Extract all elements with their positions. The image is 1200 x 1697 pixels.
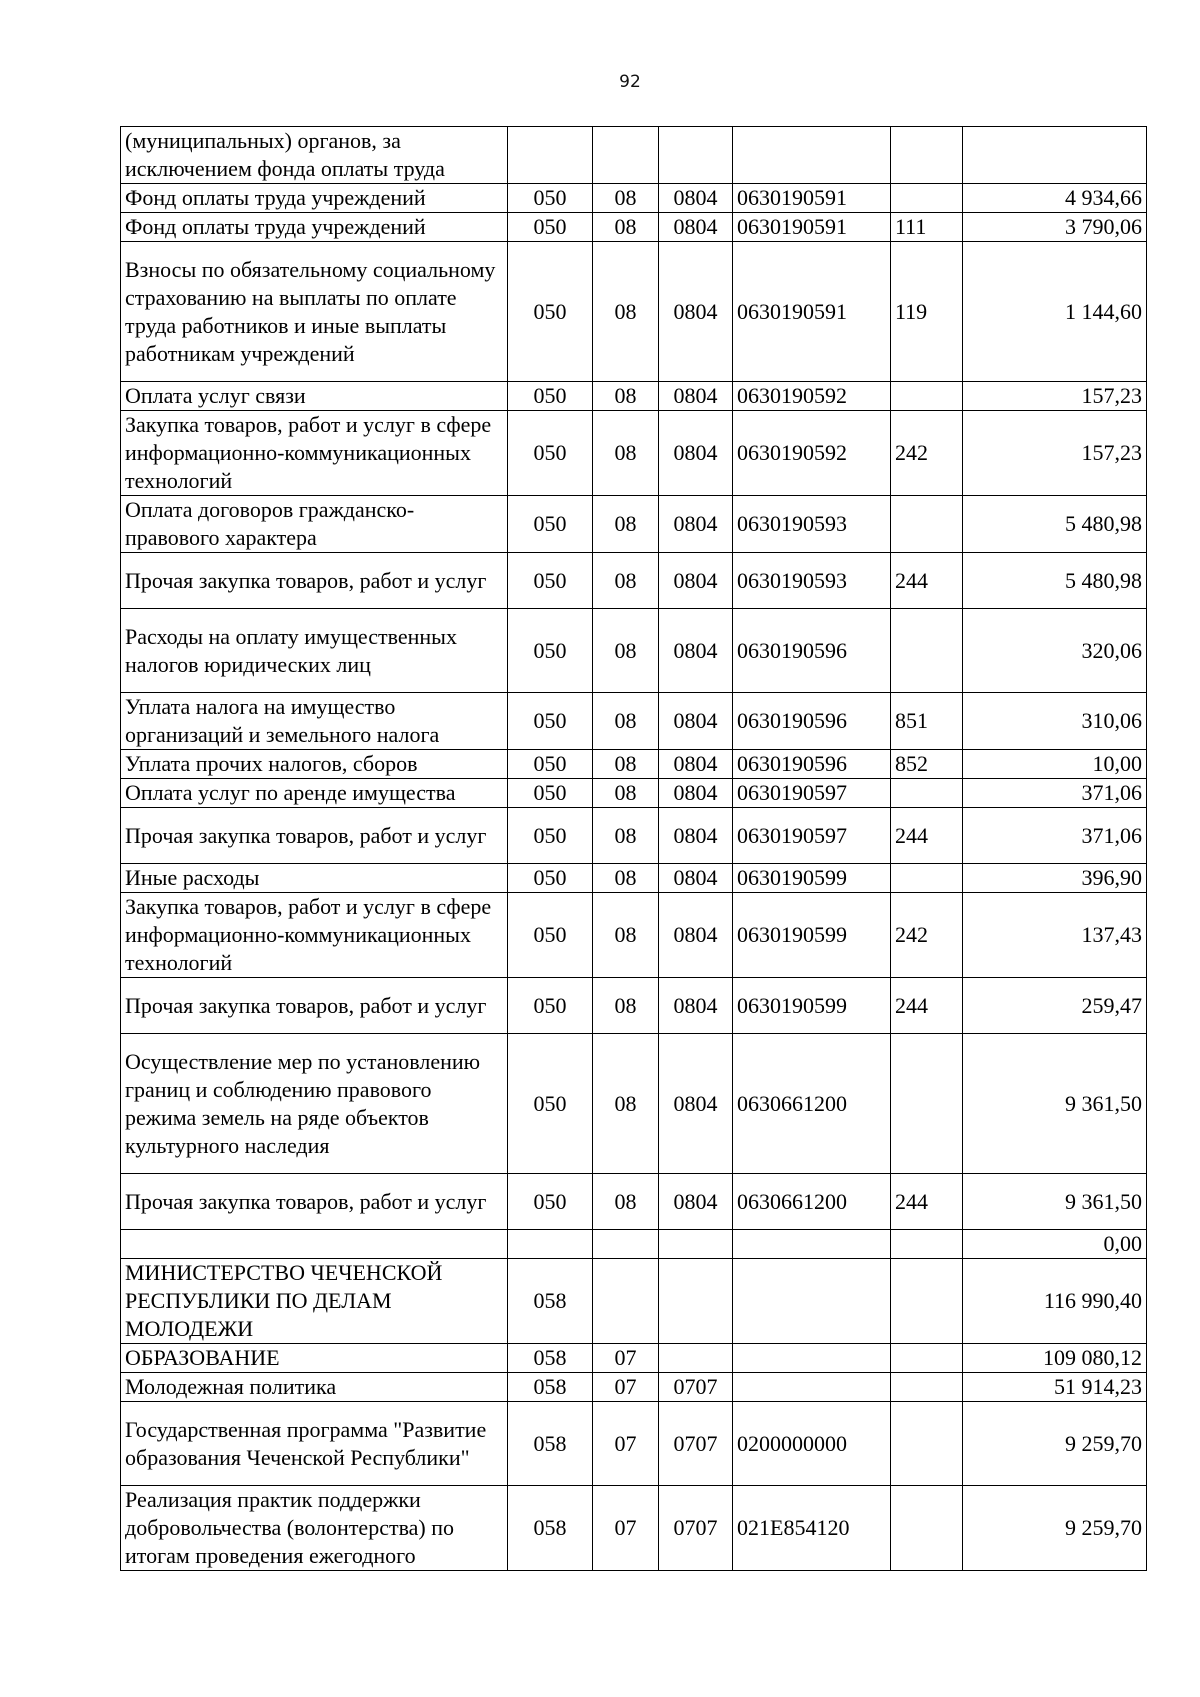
- ved-code-cell: [508, 1230, 593, 1259]
- vr-code-cell: 851: [891, 693, 963, 750]
- amount-cell: 3 790,06: [963, 213, 1147, 242]
- table-row: [121, 808, 1147, 864]
- amount-cell: 4 934,66: [963, 184, 1147, 213]
- csr-code-cell: [733, 1373, 891, 1402]
- vr-code-cell: [891, 496, 963, 553]
- ved-code-cell: 050: [508, 893, 593, 978]
- csr-code-cell: 0630190597: [733, 779, 891, 808]
- vr-code-cell: 244: [891, 978, 963, 1034]
- amount-cell: 396,90: [963, 864, 1147, 893]
- table-row: [121, 1230, 1147, 1259]
- csr-code-cell: 0630190591: [733, 213, 891, 242]
- pr-code-cell: 0804: [659, 213, 733, 242]
- pr-code-cell: 0804: [659, 411, 733, 496]
- rz-code-cell: 08: [593, 864, 659, 893]
- vr-code-cell: [891, 1402, 963, 1486]
- ved-code-cell: 050: [508, 978, 593, 1034]
- rz-code-cell: 08: [593, 779, 659, 808]
- ved-code-cell: 058: [508, 1373, 593, 1402]
- table-body: [121, 127, 1147, 1571]
- ved-code-cell: 050: [508, 750, 593, 779]
- pr-code-cell: 0804: [659, 893, 733, 978]
- amount-cell: 9 361,50: [963, 1034, 1147, 1174]
- table-row: [121, 242, 1147, 382]
- ved-code-cell: 050: [508, 411, 593, 496]
- vr-code-cell: [891, 382, 963, 411]
- ved-code-cell: [508, 127, 593, 184]
- ved-code-cell: 050: [508, 1034, 593, 1174]
- ved-code-cell: 050: [508, 184, 593, 213]
- vr-code-cell: [891, 1259, 963, 1344]
- vr-code-cell: 119: [891, 242, 963, 382]
- csr-code-cell: 0630190599: [733, 864, 891, 893]
- table-row: [121, 496, 1147, 553]
- table-row: [121, 382, 1147, 411]
- rz-code-cell: 08: [593, 609, 659, 693]
- ved-code-cell: 050: [508, 864, 593, 893]
- amount-cell: 320,06: [963, 609, 1147, 693]
- ved-code-cell: 050: [508, 242, 593, 382]
- row-name-cell: Прочая закупка товаров, работ и услуг: [121, 1174, 508, 1230]
- amount-cell: 157,23: [963, 411, 1147, 496]
- table-row: [121, 1344, 1147, 1373]
- table-row: [121, 893, 1147, 978]
- rz-code-cell: 08: [593, 242, 659, 382]
- pr-code-cell: 0707: [659, 1486, 733, 1571]
- table-row: [121, 184, 1147, 213]
- ved-code-cell: 050: [508, 609, 593, 693]
- ved-code-cell: 050: [508, 213, 593, 242]
- table-row: [121, 1486, 1147, 1571]
- pr-code-cell: [659, 1230, 733, 1259]
- rz-code-cell: 08: [593, 496, 659, 553]
- row-name-cell: Фонд оплаты труда учреждений: [121, 213, 508, 242]
- row-name-cell: Расходы на оплату имущественных налогов юридических лиц: [121, 609, 508, 693]
- row-name-cell: Взносы по обязательному социальному страхованию на выплаты по оплате труда работников и иные выплаты работникам учреждений: [121, 242, 508, 382]
- csr-code-cell: 0630190591: [733, 184, 891, 213]
- table-row: [121, 779, 1147, 808]
- table-row: [121, 864, 1147, 893]
- pr-code-cell: [659, 1259, 733, 1344]
- table-row: [121, 693, 1147, 750]
- table-row: [121, 411, 1147, 496]
- row-name-cell: Закупка товаров, работ и услуг в сфере информационно-коммуникационных технологий: [121, 411, 508, 496]
- amount-cell: 0,00: [963, 1230, 1147, 1259]
- row-name-cell: Государственная программа "Развитие образования Чеченской Республики": [121, 1402, 508, 1486]
- rz-code-cell: [593, 1230, 659, 1259]
- ved-code-cell: 058: [508, 1402, 593, 1486]
- amount-cell: 9 361,50: [963, 1174, 1147, 1230]
- amount-cell: 259,47: [963, 978, 1147, 1034]
- table-row: [121, 1373, 1147, 1402]
- vr-code-cell: [891, 1344, 963, 1373]
- vr-code-cell: 242: [891, 411, 963, 496]
- csr-code-cell: 0630190592: [733, 411, 891, 496]
- ved-code-cell: 050: [508, 779, 593, 808]
- table-row: [121, 750, 1147, 779]
- ved-code-cell: 050: [508, 693, 593, 750]
- pr-code-cell: 0804: [659, 693, 733, 750]
- rz-code-cell: [593, 127, 659, 184]
- amount-cell: 10,00: [963, 750, 1147, 779]
- ved-code-cell: 050: [508, 808, 593, 864]
- table-row: [121, 213, 1147, 242]
- csr-code-cell: [733, 127, 891, 184]
- vr-code-cell: [891, 864, 963, 893]
- rz-code-cell: 08: [593, 893, 659, 978]
- amount-cell: 137,43: [963, 893, 1147, 978]
- csr-code-cell: 0630190599: [733, 978, 891, 1034]
- rz-code-cell: 07: [593, 1344, 659, 1373]
- row-name-cell: Иные расходы: [121, 864, 508, 893]
- vr-code-cell: [891, 184, 963, 213]
- table-row: [121, 1034, 1147, 1174]
- row-name-cell: Оплата договоров гражданско-правового характера: [121, 496, 508, 553]
- row-name-cell: Прочая закупка товаров, работ и услуг: [121, 978, 508, 1034]
- amount-cell: 116 990,40: [963, 1259, 1147, 1344]
- csr-code-cell: 0630190596: [733, 693, 891, 750]
- pr-code-cell: 0804: [659, 382, 733, 411]
- page-number: 92: [619, 72, 641, 92]
- row-name-cell: Оплата услуг по аренде имущества: [121, 779, 508, 808]
- pr-code-cell: 0804: [659, 184, 733, 213]
- vr-code-cell: [891, 609, 963, 693]
- row-name-cell: Прочая закупка товаров, работ и услуг: [121, 553, 508, 609]
- rz-code-cell: 07: [593, 1486, 659, 1571]
- row-name-cell: Молодежная политика: [121, 1373, 508, 1402]
- budget-table: [120, 126, 1147, 1571]
- rz-code-cell: [593, 1259, 659, 1344]
- row-name-cell: Уплата налога на имущество организаций и земельного налога: [121, 693, 508, 750]
- ved-code-cell: 058: [508, 1486, 593, 1571]
- row-name-cell: Уплата прочих налогов, сборов: [121, 750, 508, 779]
- csr-code-cell: 0630190591: [733, 242, 891, 382]
- rz-code-cell: 08: [593, 184, 659, 213]
- rz-code-cell: 08: [593, 693, 659, 750]
- ved-code-cell: 058: [508, 1259, 593, 1344]
- vr-code-cell: 111: [891, 213, 963, 242]
- csr-code-cell: 0630190593: [733, 553, 891, 609]
- row-name-cell: Реализация практик поддержки добровольчества (волонтерства) по итогам проведения ежегодного: [121, 1486, 508, 1571]
- csr-code-cell: 0630190596: [733, 750, 891, 779]
- csr-code-cell: 0630190592: [733, 382, 891, 411]
- vr-code-cell: [891, 1373, 963, 1402]
- vr-code-cell: [891, 1034, 963, 1174]
- amount-cell: 5 480,98: [963, 553, 1147, 609]
- pr-code-cell: 0804: [659, 978, 733, 1034]
- pr-code-cell: 0804: [659, 242, 733, 382]
- rz-code-cell: 08: [593, 978, 659, 1034]
- amount-cell: 371,06: [963, 808, 1147, 864]
- row-name-cell: Закупка товаров, работ и услуг в сфере информационно-коммуникационных технологий: [121, 893, 508, 978]
- csr-code-cell: [733, 1344, 891, 1373]
- amount-cell: 157,23: [963, 382, 1147, 411]
- pr-code-cell: 0804: [659, 808, 733, 864]
- vr-code-cell: [891, 779, 963, 808]
- rz-code-cell: 08: [593, 750, 659, 779]
- pr-code-cell: 0707: [659, 1402, 733, 1486]
- table-row: [121, 978, 1147, 1034]
- rz-code-cell: 08: [593, 382, 659, 411]
- vr-code-cell: [891, 127, 963, 184]
- amount-cell: [963, 127, 1147, 184]
- csr-code-cell: 0630190599: [733, 893, 891, 978]
- ved-code-cell: 058: [508, 1344, 593, 1373]
- pr-code-cell: 0804: [659, 1174, 733, 1230]
- amount-cell: 9 259,70: [963, 1402, 1147, 1486]
- row-name-cell: [121, 1230, 508, 1259]
- csr-code-cell: 0630190596: [733, 609, 891, 693]
- row-name-cell: Оплата услуг связи: [121, 382, 508, 411]
- pr-code-cell: 0804: [659, 496, 733, 553]
- pr-code-cell: 0804: [659, 750, 733, 779]
- vr-code-cell: 244: [891, 808, 963, 864]
- pr-code-cell: 0804: [659, 1034, 733, 1174]
- rz-code-cell: 08: [593, 1174, 659, 1230]
- amount-cell: 1 144,60: [963, 242, 1147, 382]
- amount-cell: 109 080,12: [963, 1344, 1147, 1373]
- vr-code-cell: 242: [891, 893, 963, 978]
- amount-cell: 9 259,70: [963, 1486, 1147, 1571]
- rz-code-cell: 08: [593, 213, 659, 242]
- row-name-cell: Фонд оплаты труда учреждений: [121, 184, 508, 213]
- pr-code-cell: [659, 1344, 733, 1373]
- csr-code-cell: 0630661200: [733, 1034, 891, 1174]
- pr-code-cell: 0804: [659, 779, 733, 808]
- pr-code-cell: 0804: [659, 553, 733, 609]
- pr-code-cell: [659, 127, 733, 184]
- table-row: [121, 609, 1147, 693]
- csr-code-cell: 0630190593: [733, 496, 891, 553]
- rz-code-cell: 08: [593, 553, 659, 609]
- table-row: [121, 1402, 1147, 1486]
- row-name-cell: ОБРАЗОВАНИЕ: [121, 1344, 508, 1373]
- row-name-cell: МИНИСТЕРСТВО ЧЕЧЕНСКОЙ РЕСПУБЛИКИ ПО ДЕЛАМ МОЛОДЕЖИ: [121, 1259, 508, 1344]
- rz-code-cell: 08: [593, 1034, 659, 1174]
- table-row: [121, 553, 1147, 609]
- csr-code-cell: 021E854120: [733, 1486, 891, 1571]
- vr-code-cell: [891, 1486, 963, 1571]
- ved-code-cell: 050: [508, 496, 593, 553]
- vr-code-cell: [891, 1230, 963, 1259]
- csr-code-cell: [733, 1259, 891, 1344]
- rz-code-cell: 07: [593, 1373, 659, 1402]
- csr-code-cell: [733, 1230, 891, 1259]
- ved-code-cell: 050: [508, 553, 593, 609]
- amount-cell: 5 480,98: [963, 496, 1147, 553]
- csr-code-cell: 0630661200: [733, 1174, 891, 1230]
- pr-code-cell: 0804: [659, 609, 733, 693]
- pr-code-cell: 0804: [659, 864, 733, 893]
- vr-code-cell: 244: [891, 553, 963, 609]
- amount-cell: 371,06: [963, 779, 1147, 808]
- row-name-cell: Прочая закупка товаров, работ и услуг: [121, 808, 508, 864]
- row-name-cell: Осуществление мер по установлению границ и соблюдению правового режима земель на ряде объектов культурного наследия: [121, 1034, 508, 1174]
- ved-code-cell: 050: [508, 1174, 593, 1230]
- csr-code-cell: 0630190597: [733, 808, 891, 864]
- ved-code-cell: 050: [508, 382, 593, 411]
- csr-code-cell: 0200000000: [733, 1402, 891, 1486]
- rz-code-cell: 07: [593, 1402, 659, 1486]
- table-row: [121, 127, 1147, 184]
- amount-cell: 51 914,23: [963, 1373, 1147, 1402]
- table-row: [121, 1259, 1147, 1344]
- rz-code-cell: 08: [593, 808, 659, 864]
- row-name-cell: (муниципальных) органов, за исключением фонда оплаты труда: [121, 127, 508, 184]
- table-row: [121, 1174, 1147, 1230]
- vr-code-cell: 244: [891, 1174, 963, 1230]
- amount-cell: 310,06: [963, 693, 1147, 750]
- pr-code-cell: 0707: [659, 1373, 733, 1402]
- rz-code-cell: 08: [593, 411, 659, 496]
- vr-code-cell: 852: [891, 750, 963, 779]
